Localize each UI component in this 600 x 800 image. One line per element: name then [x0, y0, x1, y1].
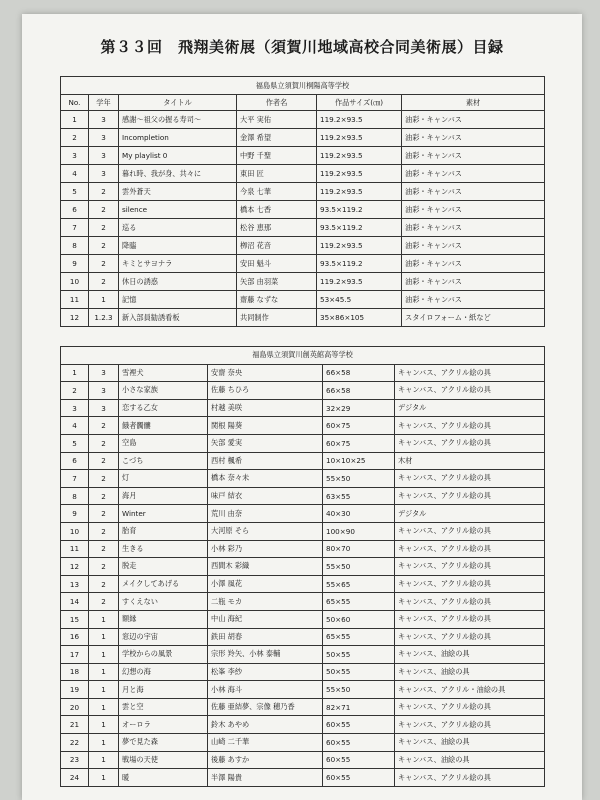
cell-grade: 1 [89, 291, 119, 309]
cell-artist: 安田 魁斗 [237, 255, 317, 273]
cell-no: 15 [61, 610, 89, 628]
cell-artist: 鈴木 あやめ [208, 716, 323, 734]
cell-no: 8 [61, 237, 89, 255]
school-header-row [61, 77, 545, 95]
table-row [61, 129, 545, 147]
cell-grade: 1 [89, 751, 119, 769]
table-row [61, 734, 545, 752]
cell-material: キャンバス、アクリル絵の具 [395, 593, 545, 611]
cell-grade: 3 [89, 147, 119, 165]
cell-grade: 2 [89, 540, 119, 558]
table-row [61, 522, 545, 540]
cell-no: 1 [61, 364, 89, 382]
cell-grade: 1 [89, 663, 119, 681]
cell-artist: 大河原 そら [208, 522, 323, 540]
school-name: 福島県立須賀川創英館高等学校 [61, 347, 545, 365]
cell-material: キャンバス、アクリル絵の具 [395, 434, 545, 452]
cell-size: 119.2×93.5 [317, 237, 402, 255]
cell-artist: 矢部 愛実 [208, 434, 323, 452]
cell-no: 2 [61, 129, 89, 147]
cell-grade: 2 [89, 558, 119, 576]
cell-no: 10 [61, 273, 89, 291]
cell-grade: 2 [89, 487, 119, 505]
cell-no: 24 [61, 769, 89, 787]
cell-material: キャンバス、アクリル絵の具 [395, 417, 545, 435]
cell-no: 13 [61, 575, 89, 593]
table-row [61, 646, 545, 664]
cell-title: 感謝〜祖父の握る寿司〜 [119, 111, 237, 129]
cell-title: 降臨 [119, 237, 237, 255]
cell-no: 4 [61, 417, 89, 435]
table-row [61, 575, 545, 593]
cell-grade: 1 [89, 681, 119, 699]
cell-material: 油彩・キャンバス [402, 147, 545, 165]
cell-artist: 東田 匠 [237, 165, 317, 183]
cell-no: 3 [61, 399, 89, 417]
cell-title: 学校からの風景 [119, 646, 208, 664]
cell-artist: 小林 彩乃 [208, 540, 323, 558]
cell-size: 66×58 [323, 364, 395, 382]
cell-material: キャンバス、アクリル絵の具 [395, 364, 545, 382]
cell-material: スタイロフォーム・紙など [402, 309, 545, 327]
cell-size: 60×55 [323, 734, 395, 752]
cell-grade: 1 [89, 646, 119, 664]
cell-size: 66×58 [323, 382, 395, 400]
cell-artist: 二瓶 モカ [208, 593, 323, 611]
cell-size: 55×50 [323, 558, 395, 576]
cell-material: 油彩・キャンバス [402, 219, 545, 237]
cell-grade: 1 [89, 734, 119, 752]
cell-size: 60×55 [323, 769, 395, 787]
cell-grade: 1 [89, 628, 119, 646]
cell-artist: 西間木 彩織 [208, 558, 323, 576]
cell-no: 8 [61, 487, 89, 505]
cell-no: 6 [61, 201, 89, 219]
cell-no: 3 [61, 147, 89, 165]
cell-size: 82×71 [323, 698, 395, 716]
column-header-row [61, 95, 545, 111]
cell-artist: 今泉 七華 [237, 183, 317, 201]
cell-material: キャンバス、アクリル絵の具 [395, 628, 545, 646]
cell-material: 油彩・キャンバス [402, 165, 545, 183]
cell-size: 32×29 [323, 399, 395, 417]
cell-material: キャンバス、アクリル絵の具 [395, 522, 545, 540]
cell-artist: 味戸 結衣 [208, 487, 323, 505]
cell-artist: 関根 陽葵 [208, 417, 323, 435]
cell-material: キャンバス、アクリル絵の具 [395, 769, 545, 787]
cell-size: 119.2×93.5 [317, 273, 402, 291]
cell-title: 巡る [119, 219, 237, 237]
table-row [61, 716, 545, 734]
cell-artist: 橋本 奈々未 [208, 470, 323, 488]
cell-no: 16 [61, 628, 89, 646]
cell-grade: 3 [89, 129, 119, 147]
cell-artist: 半澤 陽貴 [208, 769, 323, 787]
cell-material: キャンバス、アクリル絵の具 [395, 487, 545, 505]
table-row [61, 470, 545, 488]
cell-material: キャンバス、アクリル・油絵の具 [395, 681, 545, 699]
table-row [61, 255, 545, 273]
cell-artist: 共同制作 [237, 309, 317, 327]
cell-title: 暮れ時、我が身、共々に [119, 165, 237, 183]
cell-artist: 栁沼 花音 [237, 237, 317, 255]
cell-size: 60×75 [323, 417, 395, 435]
cell-size: 119.2×93.5 [317, 129, 402, 147]
cell-no: 7 [61, 219, 89, 237]
cell-title: 幻想の海 [119, 663, 208, 681]
table-row [61, 237, 545, 255]
cell-material: キャンバス、油絵の具 [395, 663, 545, 681]
cell-title: 恋する乙女 [119, 399, 208, 417]
table-row [61, 593, 545, 611]
cell-no: 12 [61, 558, 89, 576]
cell-artist: 中山 海紀 [208, 610, 323, 628]
cell-size: 60×55 [323, 716, 395, 734]
cell-grade: 2 [89, 593, 119, 611]
table-row [61, 698, 545, 716]
table-row [61, 201, 545, 219]
table-row [61, 434, 545, 452]
cell-material: キャンバス、油絵の具 [395, 734, 545, 752]
cell-title: 額縁 [119, 610, 208, 628]
cell-size: 63×55 [323, 487, 395, 505]
cell-no: 21 [61, 716, 89, 734]
cell-material: デジタル [395, 505, 545, 523]
cell-grade: 2 [89, 417, 119, 435]
table-row [61, 291, 545, 309]
table-row [61, 769, 545, 787]
cell-material: キャンバス、アクリル絵の具 [395, 575, 545, 593]
cell-no: 14 [61, 593, 89, 611]
cell-no: 9 [61, 255, 89, 273]
cell-grade: 1 [89, 716, 119, 734]
table-row [61, 487, 545, 505]
cell-no: 11 [61, 291, 89, 309]
cell-title: こづち [119, 452, 208, 470]
table-row [61, 558, 545, 576]
cell-size: 10×10×25 [323, 452, 395, 470]
cell-material: キャンバス、アクリル絵の具 [395, 698, 545, 716]
cell-artist: 佐藤 亜結夢、宗像 穂乃香 [208, 698, 323, 716]
header-no: No. [61, 95, 89, 111]
cell-material: 油彩・キャンバス [402, 111, 545, 129]
cell-size: 55×50 [323, 470, 395, 488]
cell-size: 55×65 [323, 575, 395, 593]
cell-title: すくえない [119, 593, 208, 611]
cell-size: 65×55 [323, 593, 395, 611]
cell-artist: 大平 実佑 [237, 111, 317, 129]
cell-no: 5 [61, 434, 89, 452]
cell-no: 1 [61, 111, 89, 129]
cell-grade: 2 [89, 522, 119, 540]
table-row [61, 111, 545, 129]
table-row [61, 183, 545, 201]
cell-no: 5 [61, 183, 89, 201]
cell-size: 119.2×93.5 [317, 165, 402, 183]
cell-material: キャンバス、アクリル絵の具 [395, 610, 545, 628]
cell-artist: 小澤 風花 [208, 575, 323, 593]
cell-material: 油彩・キャンバス [402, 255, 545, 273]
cell-material: キャンバス、油絵の具 [395, 646, 545, 664]
cell-title: Incompletion [119, 129, 237, 147]
cell-size: 65×55 [323, 628, 395, 646]
cell-no: 7 [61, 470, 89, 488]
cell-title: 空島 [119, 434, 208, 452]
table-row [61, 681, 545, 699]
table-row [61, 417, 545, 435]
cell-no: 10 [61, 522, 89, 540]
cell-material: 油彩・キャンバス [402, 273, 545, 291]
cell-size: 50×60 [323, 610, 395, 628]
cell-grade: 2 [89, 201, 119, 219]
catalog-sheet [22, 14, 582, 800]
cell-material: 油彩・キャンバス [402, 201, 545, 219]
table-row [61, 165, 545, 183]
table-row [61, 663, 545, 681]
cell-title: Winter [119, 505, 208, 523]
cell-title: 灯 [119, 470, 208, 488]
cell-title: オーロラ [119, 716, 208, 734]
cell-artist: 佐藤 ちひろ [208, 382, 323, 400]
cell-grade: 2 [89, 273, 119, 291]
table-row [61, 505, 545, 523]
cell-material: キャンバス、アクリル絵の具 [395, 540, 545, 558]
cell-grade: 1 [89, 769, 119, 787]
cell-grade: 2 [89, 452, 119, 470]
cell-size: 55×50 [323, 681, 395, 699]
cell-artist: 小林 海斗 [208, 681, 323, 699]
header-artist: 作者名 [237, 95, 317, 111]
cell-artist: 中野 千聖 [237, 147, 317, 165]
cell-size: 60×75 [323, 434, 395, 452]
cell-size: 80×70 [323, 540, 395, 558]
cell-size: 50×55 [323, 646, 395, 664]
table-row [61, 628, 545, 646]
cell-material: 油彩・キャンバス [402, 237, 545, 255]
header-grade: 学年 [89, 95, 119, 111]
cell-artist: 松谷 恵那 [237, 219, 317, 237]
cell-no: 19 [61, 681, 89, 699]
cell-artist: 橋本 七香 [237, 201, 317, 219]
cell-grade: 2 [89, 255, 119, 273]
cell-title: 窓辺の宇宙 [119, 628, 208, 646]
table-row [61, 147, 545, 165]
cell-artist: 宗形 羚矢、小林 泰輔 [208, 646, 323, 664]
table-row [61, 751, 545, 769]
cell-grade: 2 [89, 575, 119, 593]
cell-size: 119.2×93.5 [317, 183, 402, 201]
table-row [61, 309, 545, 327]
cell-size: 93.5×119.2 [317, 219, 402, 237]
cell-no: 20 [61, 698, 89, 716]
cell-title: My playlist 0 [119, 147, 237, 165]
document-title: 第３３回 飛翔美術展（須賀川地域高校合同美術展）目録 [100, 38, 504, 56]
table-row [61, 540, 545, 558]
cell-title: 脱走 [119, 558, 208, 576]
cell-size: 53×45.5 [317, 291, 402, 309]
cell-title: キミとサヨナラ [119, 255, 237, 273]
table-row [61, 273, 545, 291]
cell-grade: 2 [89, 505, 119, 523]
cell-title: 夢で見た森 [119, 734, 208, 752]
cell-grade: 1 [89, 698, 119, 716]
table-row [61, 219, 545, 237]
school-header-row [61, 347, 545, 365]
cell-artist: 山崎 二千華 [208, 734, 323, 752]
cell-no: 23 [61, 751, 89, 769]
cell-material: キャンバス、アクリル絵の具 [395, 382, 545, 400]
cell-artist: 村越 美咲 [208, 399, 323, 417]
cell-title: 戦場の天使 [119, 751, 208, 769]
cell-material: 油彩・キャンバス [402, 291, 545, 309]
cell-title: 雲と空 [119, 698, 208, 716]
cell-grade: 1 [89, 610, 119, 628]
cell-title: 雲外蒼天 [119, 183, 237, 201]
cell-material: 油彩・キャンバス [402, 129, 545, 147]
cell-title: 月と海 [119, 681, 208, 699]
cell-grade: 3 [89, 382, 119, 400]
cell-material: 木材 [395, 452, 545, 470]
cell-no: 9 [61, 505, 89, 523]
cell-size: 100×90 [323, 522, 395, 540]
cell-no: 4 [61, 165, 89, 183]
cell-title: 餓者髑髏 [119, 417, 208, 435]
cell-size: 93.5×119.2 [317, 201, 402, 219]
cell-grade: 3 [89, 111, 119, 129]
cell-grade: 2 [89, 219, 119, 237]
table-row [61, 382, 545, 400]
cell-title: 胎育 [119, 522, 208, 540]
cell-title: メイクしてあげる [119, 575, 208, 593]
cell-artist: 金澤 希望 [237, 129, 317, 147]
cell-size: 119.2×93.5 [317, 147, 402, 165]
table-row [61, 610, 545, 628]
cell-title: silence [119, 201, 237, 219]
cell-title: 生きる [119, 540, 208, 558]
catalog-table-touyou [60, 76, 545, 327]
cell-artist: 松峯 李紗 [208, 663, 323, 681]
cell-artist: 齋藤 なずな [237, 291, 317, 309]
cell-title: 新入部員勧誘看板 [119, 309, 237, 327]
cell-size: 93.5×119.2 [317, 255, 402, 273]
cell-artist: 荒川 由奈 [208, 505, 323, 523]
cell-size: 40×30 [323, 505, 395, 523]
cell-no: 6 [61, 452, 89, 470]
cell-title: 暖 [119, 769, 208, 787]
cell-artist: 安齋 奈央 [208, 364, 323, 382]
school-name: 福島県立須賀川桐陽高等学校 [61, 77, 545, 95]
cell-artist: 西村 楓希 [208, 452, 323, 470]
cell-artist: 後藤 あすか [208, 751, 323, 769]
cell-size: 119.2×93.5 [317, 111, 402, 129]
cell-grade: 1.2.3 [89, 309, 119, 327]
cell-no: 2 [61, 382, 89, 400]
cell-title: 休日の誘惑 [119, 273, 237, 291]
cell-title: 海月 [119, 487, 208, 505]
cell-no: 11 [61, 540, 89, 558]
table-row [61, 399, 545, 417]
header-material: 素材 [402, 95, 545, 111]
cell-grade: 3 [89, 364, 119, 382]
cell-material: 油彩・キャンバス [402, 183, 545, 201]
cell-title: 記憶 [119, 291, 237, 309]
cell-grade: 2 [89, 470, 119, 488]
table-row [61, 452, 545, 470]
cell-no: 12 [61, 309, 89, 327]
cell-no: 18 [61, 663, 89, 681]
cell-size: 35×86×105 [317, 309, 402, 327]
table-row [61, 364, 545, 382]
catalog-table-souei [60, 346, 545, 787]
cell-title: 小さな家族 [119, 382, 208, 400]
cell-material: キャンバス、アクリル絵の具 [395, 470, 545, 488]
cell-size: 60×55 [323, 751, 395, 769]
cell-title: 雪裡犬 [119, 364, 208, 382]
cell-material: デジタル [395, 399, 545, 417]
header-size: 作品サイズ(㎝) [317, 95, 402, 111]
cell-grade: 3 [89, 399, 119, 417]
header-title: タイトル [119, 95, 237, 111]
cell-artist: 矢部 由羽菜 [237, 273, 317, 291]
cell-material: キャンバス、アクリル絵の具 [395, 716, 545, 734]
cell-grade: 3 [89, 165, 119, 183]
cell-size: 50×55 [323, 663, 395, 681]
cell-artist: 鉄田 胡春 [208, 628, 323, 646]
cell-material: キャンバス、アクリル絵の具 [395, 558, 545, 576]
cell-material: キャンバス、油絵の具 [395, 751, 545, 769]
cell-no: 17 [61, 646, 89, 664]
cell-no: 22 [61, 734, 89, 752]
cell-grade: 2 [89, 434, 119, 452]
cell-grade: 2 [89, 237, 119, 255]
cell-grade: 2 [89, 183, 119, 201]
